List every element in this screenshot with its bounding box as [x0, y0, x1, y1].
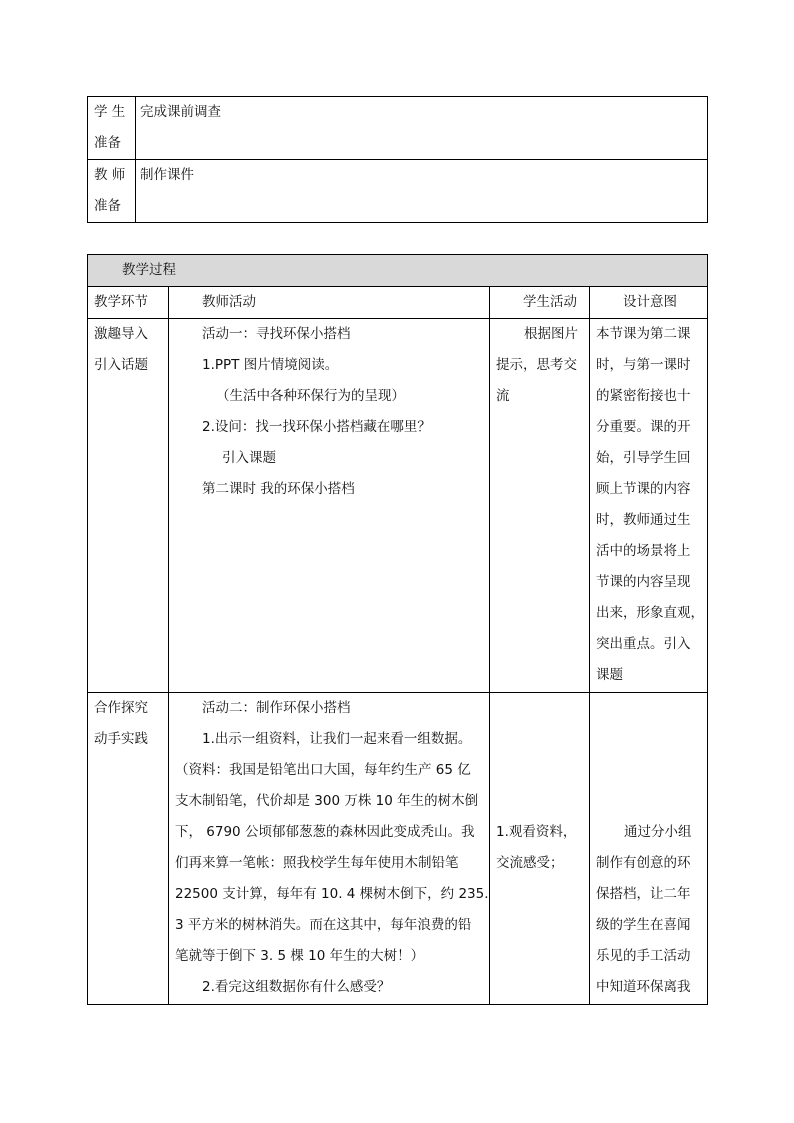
- teaching-process-table: [87, 254, 708, 1005]
- teacher-prep-label: 教 师 准备: [88, 160, 136, 223]
- student-prep-label: 学 生 准备: [88, 97, 136, 160]
- table-row: [88, 319, 708, 693]
- student-activity-cell: 1.观看资料， 交流感受；: [490, 693, 590, 1005]
- header-teacher-activity: 教师活动: [169, 287, 490, 319]
- header-stage: 教学环节: [88, 287, 169, 319]
- preparation-table: [87, 96, 708, 223]
- process-title: 教学过程: [88, 255, 708, 287]
- student-prep-content: 完成课前调查: [136, 97, 708, 160]
- design-intent-cell: 通过分小组 制作有创意的环 保搭档，让二年 级的学生在喜闻 乐见的手工活动 中知道环保离我: [590, 693, 708, 1005]
- table-row: [88, 693, 708, 1005]
- stage-cell: 合作探究 动手实践: [88, 693, 169, 1005]
- header-design-intent: 设计意图: [590, 287, 708, 319]
- teacher-prep-content: 制作课件: [136, 160, 708, 223]
- design-intent-cell: 本节课为第二课 时，与第一课时 的紧密衔接也十 分重要。课的开 始，引导学生回 顾上节课的内容 时，教师通过生 活中的场景将上 节课的内容呈现 出来，形象直观， 突出重点。引入 课题: [590, 319, 708, 693]
- header-student-activity: 学生活动: [490, 287, 590, 319]
- student-activity-cell: 根据图片 提示，思考交 流: [490, 319, 590, 693]
- teacher-activity-cell: 活动一：寻找环保小搭档 1.PPT 图片情境阅读。 （生活中各种环保行为的呈现） 2.设问：找一找环保小搭档藏在哪里？ 引入课题 第二课时 我的环保小搭档: [169, 319, 490, 693]
- teacher-activity-cell: 活动二：制作环保小搭档 1.出示一组资料，让我们一起来看一组数据。 （资料：我国是铅笔出口大国，每年约生产 65 亿 支木制铅笔，代价却是 300 万株 10 年生的树木倒 下， 6790 公顷郁郁葱葱的森林因此变成秃山。我 们再来算一笔帐：照我校学生每年使用木制铅笔 22500 支计算，每年有 10. 4 棵树木倒下，约 235. 3 平方米的树林消失。而在这其中，每年浪费的铅 笔就等于倒下 3. 5 棵 10 年生的大树！） 2.看完这组数据你有什么感受？: [169, 693, 490, 1005]
- stage-cell: 激趣导入 引入话题: [88, 319, 169, 693]
